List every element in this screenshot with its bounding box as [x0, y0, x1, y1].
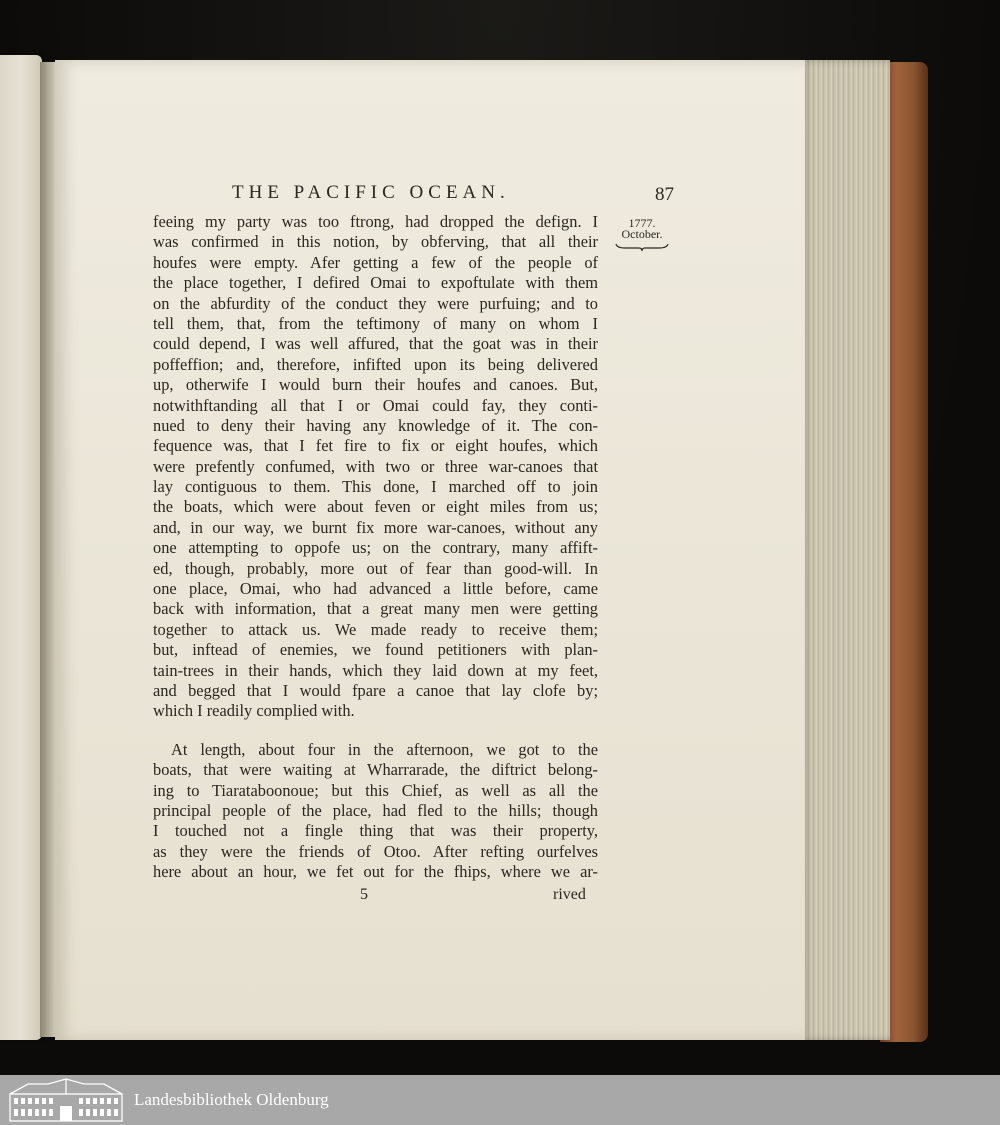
text-line: was confirmed in this notion, by obferving, that all their [153, 232, 598, 252]
paragraph-1 [153, 212, 598, 722]
margin-note-year: 1777. [628, 216, 656, 230]
signature-mark: 5 [360, 886, 368, 903]
text-line: feeing my party was too ftrong, had dropped the defign. I [153, 212, 598, 231]
text-line: I touched not a fingle thing that was their property, [153, 821, 598, 841]
text-line: but, inftead of enemies, we found petitioners with plan- [153, 640, 598, 660]
text-line: fequence was, that I fet fire to fix or eight houfes, which [153, 436, 598, 456]
text-line: boats, that were waiting at Wharrarade, the diftrict belong- [153, 760, 598, 780]
text-line: poffeffion; and, therefore, infifted upon its being delivered [153, 354, 598, 374]
text-line: nued to deny their having any knowledge of it. The con- [153, 415, 598, 435]
text-line: up, otherwife I would burn their houfes and canoes. But, [153, 375, 598, 395]
paragraph-2 [153, 740, 598, 883]
text-line: together to attack us. We made ready to receive them; [153, 619, 598, 639]
text-line: here about an hour, we fet out for the fhips, where we ar- [153, 862, 598, 882]
text-line: on the abfurdity of the conduct they were purfuing; and to [153, 293, 598, 313]
text-line: notwithftanding all that I or Omai could fay, they conti- [153, 395, 598, 415]
brace-icon [615, 243, 669, 251]
text-line: and begged that I would fpare a canoe that lay clofe by; [153, 680, 598, 700]
text-line: tell them, that, from the teftimony of many on whom I [153, 313, 598, 333]
text-line: At length, about four in the afternoon, we got to the [171, 739, 598, 759]
text-line: ed, though, probably, more out of fear than good-will. In [153, 558, 598, 578]
fore-edge [800, 60, 890, 1040]
running-head: THE PACIFIC OCEAN. [232, 182, 510, 203]
text-line: as they were the friends of Otoo. After refting ourfelves [153, 841, 598, 861]
text-line: the place together, I defired Omai to expoftulate with them [153, 273, 598, 293]
text-line: principal people of the place, had fled to the hills; though [153, 800, 598, 820]
text-line: the boats, which were about feven or eight miles from us; [153, 497, 598, 517]
left-page-edge [0, 55, 42, 1040]
text-line: tain-trees in their hands, which they laid down at my feet, [153, 660, 598, 680]
text-line: lay contiguous to them. This done, I marched off to join [153, 477, 598, 497]
text-line: one place, Omai, who had advanced a little before, came [153, 579, 598, 599]
library-building-icon [8, 1078, 124, 1122]
page-number: 87 [655, 184, 674, 205]
catchword: rived [553, 886, 586, 903]
text-line: could depend, I was well affured, that the goat was in their [153, 334, 598, 354]
margin-note [612, 218, 672, 252]
margin-note-month: October. [621, 227, 663, 241]
text-line: one attempting to oppofe us; on the contrary, many affift- [153, 538, 598, 558]
text-line: back with information, that a great many men were getting [153, 599, 598, 619]
text-line: were prefently confumed, with two or three war-canoes that [153, 456, 598, 476]
text-line: ing to Tiarataboonoue; but this Chief, as well as all the [153, 780, 598, 800]
footer-bar [0, 1075, 1000, 1125]
text-line: houfes were empty. Afer getting a few of the people of [153, 252, 598, 272]
body-text [153, 212, 598, 883]
text-line: and, in our way, we burnt fix more war-canoes, without any [153, 517, 598, 537]
library-name: Landesbibliothek Oldenburg [134, 1090, 329, 1109]
text-line: which I readily complied with. [153, 701, 355, 721]
